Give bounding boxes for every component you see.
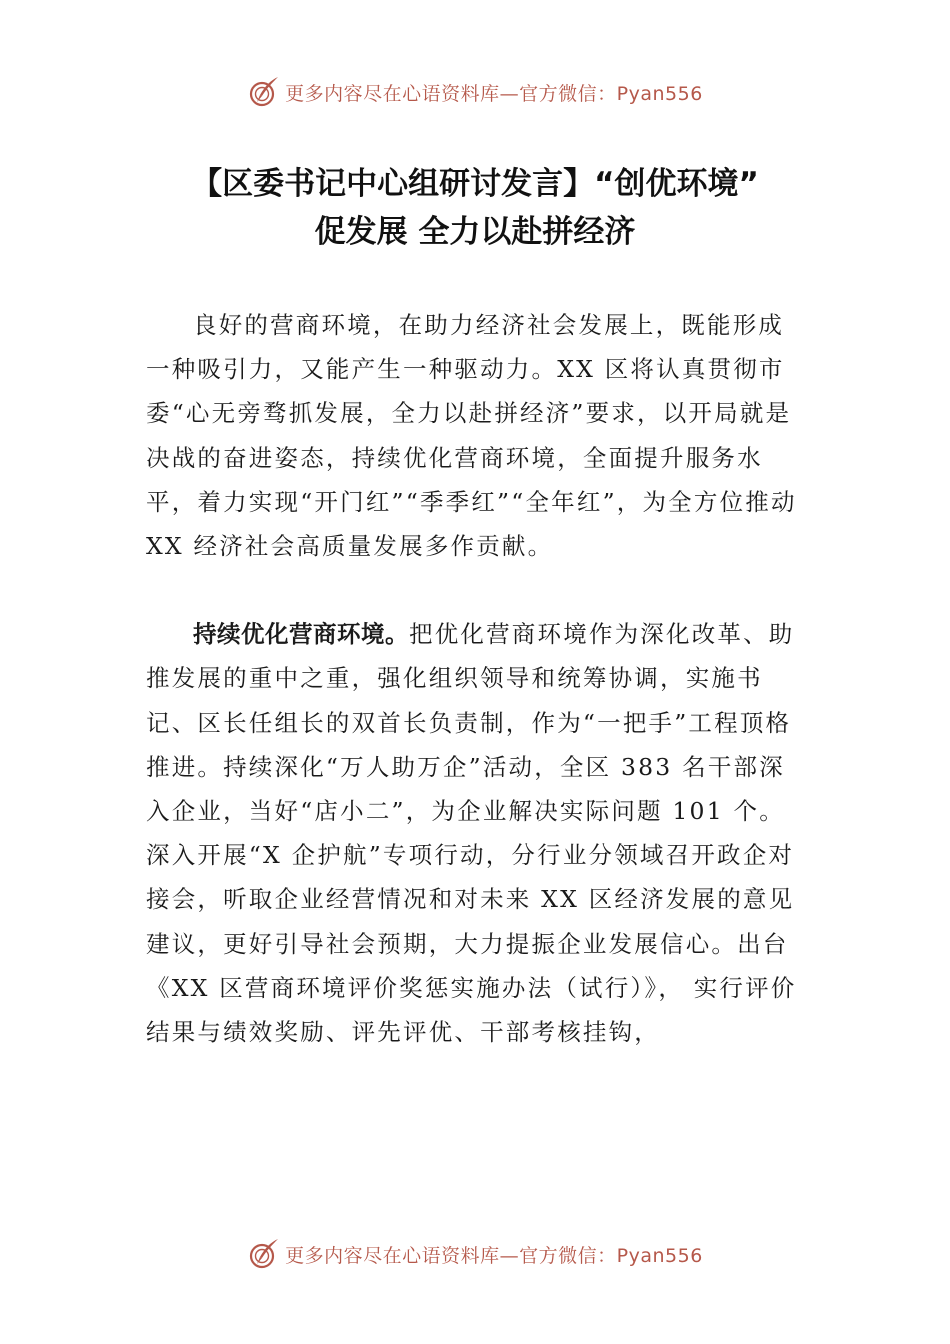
banner-text: 更多内容尽在心语资料库—官方微信：Pyan556 (285, 82, 703, 105)
title-line-1: 【区委书记中心组研讨发言】“创优环境” (191, 166, 759, 202)
header-banner (0, 70, 950, 114)
document-body (146, 303, 806, 1054)
footer-banner (0, 1232, 950, 1276)
paragraph-text: 良好的营商环境，在助力经济社会发展上，既能形成一种吸引力，又能产生一种驱动力。XX 区将认真贯彻市委“心无旁骛抓发展，全力以赴拼经济”要求，以开局就是决战的奋进姿态，持续优化营商环境，全面提升服务水平，着力实现“开门红”“季季红”“全年红”，为全方位推动XX 经济社会高质量发展多作贡献。 (146, 311, 797, 561)
wechat-id: Pyan556 (616, 1244, 703, 1267)
banner-text: 更多内容尽在心语资料库—官方微信：Pyan556 (285, 1244, 703, 1267)
paragraph-lead-heading: 持续优化营商环境。 (193, 620, 409, 649)
paragraph-optimize-environment (146, 612, 806, 1054)
document-title (100, 160, 850, 256)
quill-pen-logo-icon (247, 1237, 281, 1271)
wechat-id: Pyan556 (616, 82, 703, 105)
title-line-2: 促发展 全力以赴拼经济 (314, 214, 636, 250)
paragraph-intro (146, 303, 806, 568)
quill-pen-logo-icon (247, 75, 281, 109)
paragraph-text: 把优化营商环境作为深化改革、助推发展的重中之重，强化组织领导和统筹协调，实施书记、区长任组长的双首长负责制，作为“一把手”工程顶格推进。持续深化“万人助万企”活动，全区 383 名干部深入企业，当好“店小二”，为企业解决实际问题 101 个。深入开展“X 企护航”专项行动，分行业分领域召开政企对接会，听取企业经营情况和对未来 XX 区经济发展的意见建议，更好引导社会预期，大力提振企业发展信心。出台《XX 区营商环境评价奖惩实施办法（试行）》， 实行评价结果与绩效奖励、评先评优、干部考核挂钩， (146, 620, 797, 1047)
